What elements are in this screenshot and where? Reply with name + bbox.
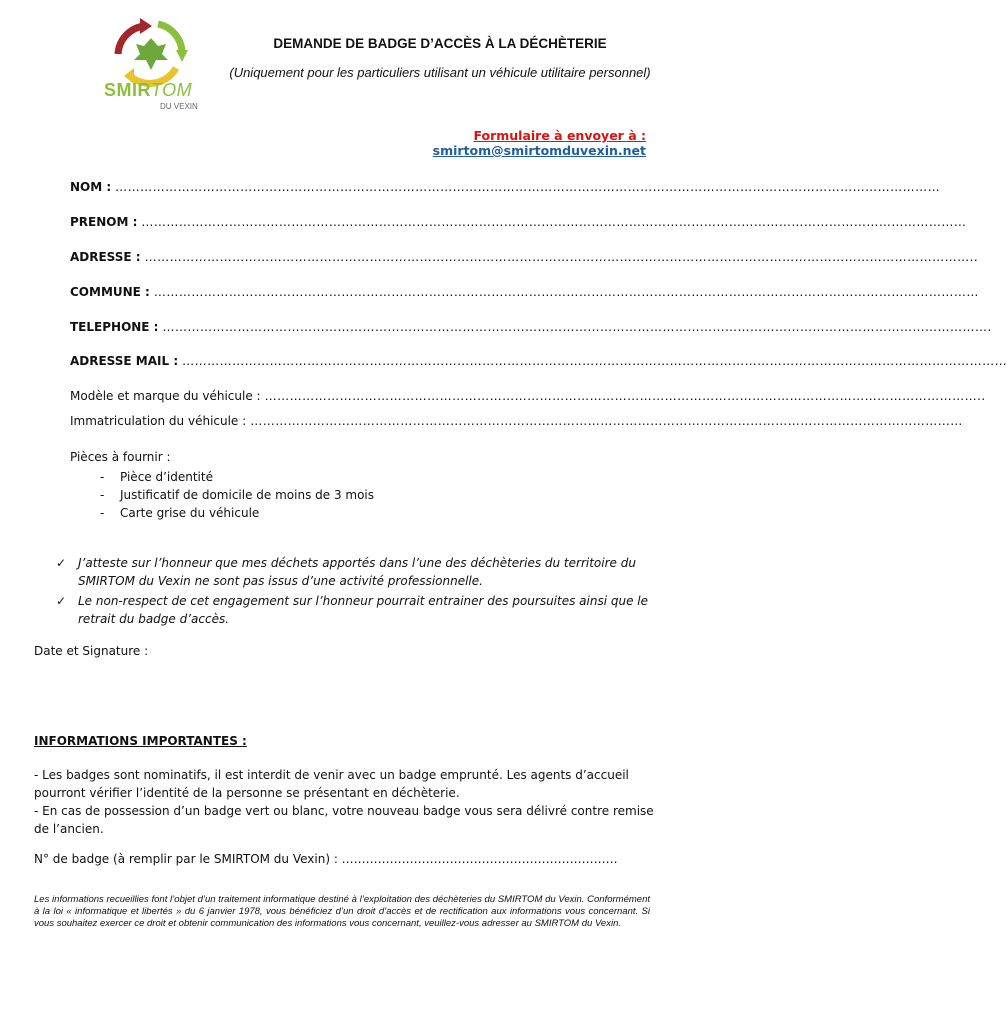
field-dotted-line[interactable]: ………………………………………………………………………………………………………………………………………………………………………………..	[144, 250, 979, 264]
pieces-list	[100, 468, 374, 522]
field-label: ADRESSE MAIL :	[70, 354, 179, 368]
field-dotted-line[interactable]: ……………………………………………………………………………………………………………………………………………………………………………….	[162, 320, 992, 334]
field-dotted-line[interactable]: ………………………………………………………………………………………………………………………………………………………………………………	[153, 285, 979, 299]
send-to-label: Formulaire à envoyer à :	[473, 128, 646, 143]
field-dotted-line[interactable]: ………………………………………………………………………………………………………………………………………………………………………………	[141, 215, 967, 229]
list-item: - Pièce d’identité	[100, 470, 213, 484]
field-label: Modèle et marque du véhicule :	[70, 389, 261, 403]
send-to-line	[300, 128, 646, 158]
pieces-heading: Pièces à fournir :	[70, 450, 171, 464]
field-commune[interactable]	[70, 285, 979, 299]
field-dotted-line[interactable]: ………………………………………………………………………………………………………………………………………………………………………………	[115, 180, 941, 194]
document-title: DEMANDE DE BADGE D’ACCÈS À LA DÉCHÈTERIE	[273, 36, 607, 51]
field-immatriculation[interactable]	[70, 414, 963, 428]
field-telephone[interactable]	[70, 320, 992, 334]
attestations	[56, 554, 650, 630]
info-line: - En cas de possession d’un badge vert ou blanc, votre nouveau badge vous sera délivré contre remise de l’ancien.	[34, 804, 654, 836]
field-label: PRENOM :	[70, 215, 138, 229]
field-dotted-line[interactable]: ………………………………………………………………………………………………………………………………………………………..	[264, 389, 986, 403]
legal-notice: Les informations recueillies font l’objet d’un traitement informatique destiné à l’exploitation des déchèteries du SMIRTOM du Vexin. Conformément à la loi « informatique et libertés » du 6 janvier 1978, vous bénéficiez d’un droit d’accès et de rectification aux informations vous concernant. Si vous souhaitez exercer ce droit et obtenir communication des informations vous concernant, veuillez-vous adresser au SMIRTOM du Vexin.	[34, 894, 650, 929]
checkmark-icon: ✓	[56, 594, 67, 608]
field-nom[interactable]	[70, 180, 941, 194]
logo-wordmark: SMIRTOM	[104, 80, 193, 100]
field-label: COMMUNE :	[70, 285, 150, 299]
field-adresse-mail[interactable]	[70, 354, 1007, 368]
field-label: ADRESSE :	[70, 250, 141, 264]
attestation-item: ✓ J’atteste sur l’honneur que mes déchets apportés dans l’une des déchèteries du territoire du SMIRTOM du Vexin ne sont pas issus d’une activité professionnelle.	[56, 556, 636, 588]
attestation-item: ✓ Le non-respect de cet engagement sur l’honneur pourrait entrainer des poursuites ainsi que le retrait du badge d’accès.	[56, 594, 648, 626]
pieces-section	[70, 450, 374, 522]
field-dotted-line[interactable]: ………………………………………………………………………………………………………………………………………………………………………………	[182, 354, 1007, 368]
list-item: - Carte grise du véhicule	[100, 506, 260, 520]
checkmark-icon: ✓	[56, 556, 67, 570]
logo-subtitle: DU VEXIN	[160, 102, 198, 111]
field-prenom[interactable]	[70, 215, 967, 229]
field-label: TELEPHONE :	[70, 320, 159, 334]
list-item: - Justificatif de domicile de moins de 3 mois	[100, 488, 375, 502]
field-adresse[interactable]	[70, 250, 979, 264]
info-heading: INFORMATIONS IMPORTANTES :	[34, 734, 247, 748]
info-line: - Les badges sont nominatifs, il est interdit de venir avec un badge emprunté. Les agents d’accueil pourront vérifier l’identité de la personne se présentant en déchèterie.	[34, 768, 629, 800]
badge-number-field[interactable]: N° de badge (à remplir par le SMIRTOM du Vexin) : ……………………………………………………………	[34, 852, 618, 866]
document-subtitle: (Uniquement pour les particuliers utilisant un véhicule utilitaire personnel)	[229, 65, 651, 80]
info-text	[34, 766, 654, 838]
field-label: Immatriculation du véhicule :	[70, 414, 247, 428]
field-label: NOM :	[70, 180, 112, 194]
smirtom-logo	[96, 14, 206, 120]
date-signature-label: Date et Signature :	[34, 644, 149, 658]
field-vehicule-modele[interactable]	[70, 389, 986, 403]
send-to-email-link[interactable]: smirtom@smirtomduvexin.net	[432, 143, 646, 158]
field-dotted-line[interactable]: ………………………………………………………………………………………………………………………………………………………	[250, 414, 963, 428]
